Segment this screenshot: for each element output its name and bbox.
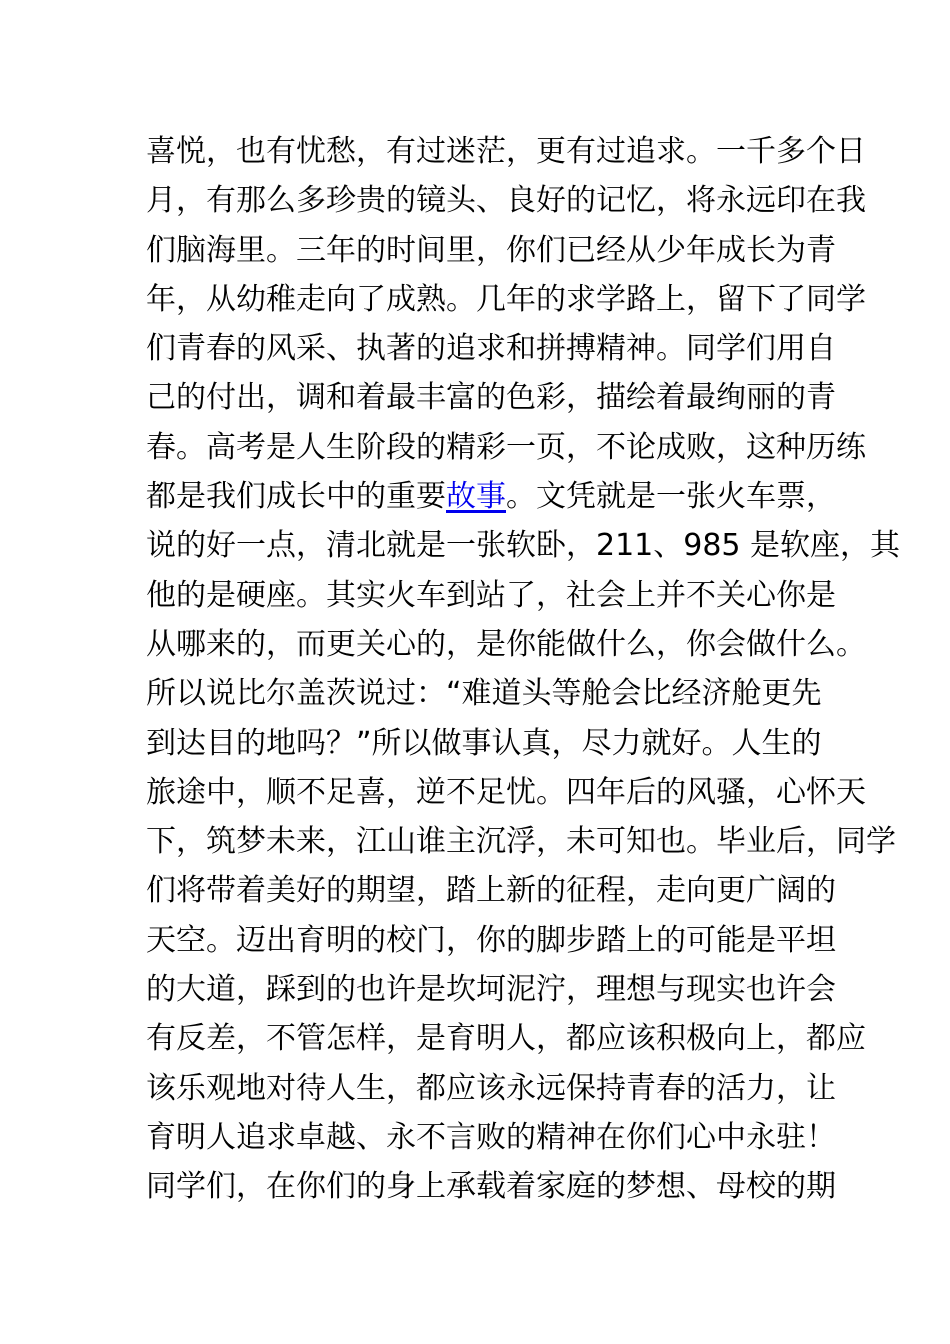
text-line: 的大道，踩到的也许是坎坷泥泞，理想与现实也许会 <box>146 972 836 1008</box>
text-line: 们脑海里。三年的时间里，你们已经从少年成长为青 <box>146 232 836 268</box>
text-line: 育明人追求卓越、永不言败的精神在你们心中永驻！ <box>146 1119 836 1155</box>
text-segment: 。文凭就是一张火车票， <box>506 479 836 515</box>
text-line: 己的付出，调和着最丰富的色彩，描绘着最绚丽的青 <box>146 380 836 416</box>
text-line: 说的好一点，清北就是一张软卧，211、985 是软座，其 <box>146 528 901 564</box>
text-line: 同学们，在你们的身上承载着家庭的梦想、母校的期 <box>146 1169 836 1205</box>
body-text <box>146 127 901 1212</box>
story-link[interactable]: 故事 <box>446 479 506 515</box>
text-line: 旅途中，顺不足喜，逆不足忧。四年后的风骚，心怀天 <box>146 774 866 810</box>
text-line-with-link <box>146 472 836 521</box>
text-line: 春。高考是人生阶段的精彩一页，不论成败，这种历练 <box>146 429 866 465</box>
text-line: 喜悦，也有忧愁，有过迷茫，更有过追求。一千多个日 <box>146 134 866 169</box>
text-line: 天空。迈出育明的校门，你的脚步踏上的可能是平坦 <box>146 922 836 958</box>
text-line: 年，从幼稚走向了成熟。几年的求学路上，留下了同学 <box>146 281 866 317</box>
text-line: 他的是硬座。其实火车到站了，社会上并不关心你是 <box>146 577 836 613</box>
text-line: 从哪来的，而更关心的，是你能做什么，你会做什么。 <box>146 626 866 662</box>
text-line: 们将带着美好的期望，踏上新的征程，走向更广阔的 <box>146 873 836 909</box>
text-line: 下，筑梦未来，江山谁主沉浮，未可知也。毕业后，同学 <box>146 824 896 860</box>
text-line: 们青春的风采、执著的追求和拼搏精神。同学们用自 <box>146 331 836 367</box>
text-line: 该乐观地对待人生，都应该永远保持青春的活力，让 <box>146 1070 836 1106</box>
text-line: 有反差，不管怎样，是育明人，都应该积极向上，都应 <box>146 1021 866 1057</box>
text-line: 月，有那么多珍贵的镜头、良好的记忆，将永远印在我 <box>146 183 866 219</box>
text-line: 所以说比尔盖茨说过：“难道头等舱会比经济舱更先 <box>146 676 822 712</box>
text-segment: 都是我们成长中的重要 <box>146 479 446 515</box>
text-line: 到达目的地吗？”所以做事认真，尽力就好。人生的 <box>146 725 822 761</box>
